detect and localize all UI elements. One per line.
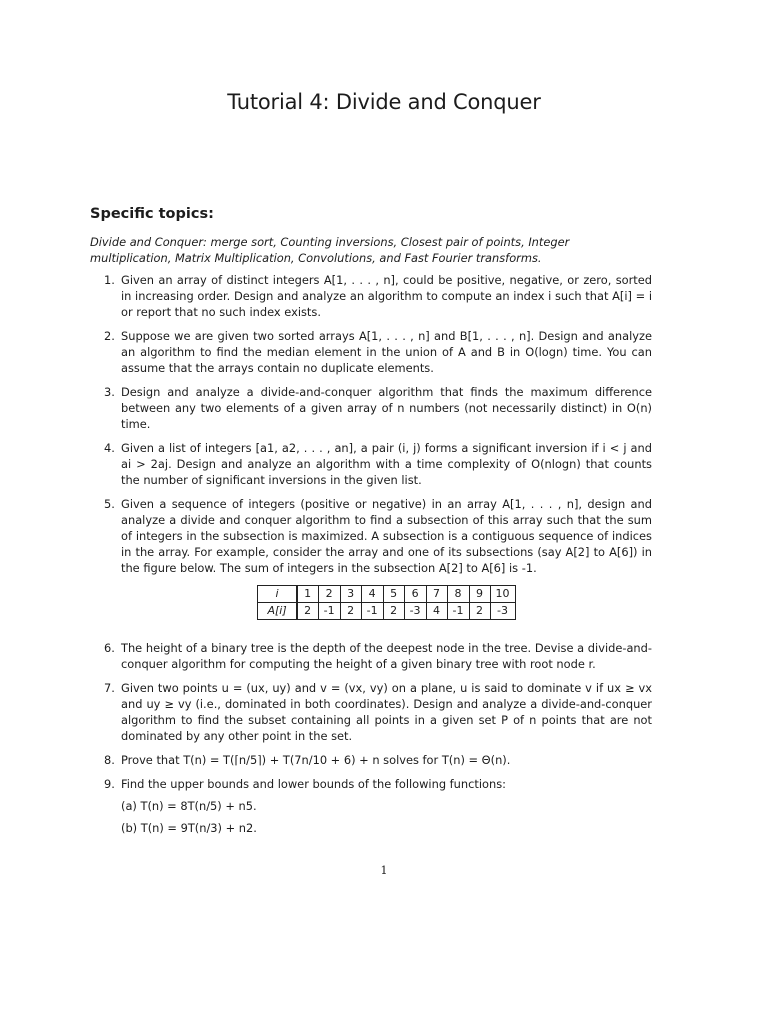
table-cell: 2: [297, 603, 319, 620]
sub-item-text: T(n) = 9T(n/3) + n2.: [140, 821, 257, 835]
item-number: 1.: [104, 273, 115, 287]
list-item: [90, 384, 652, 432]
item-number: 5.: [104, 497, 115, 511]
item-number: 9.: [104, 777, 115, 791]
table-cell: 6: [404, 586, 426, 603]
sub-item: [121, 798, 652, 814]
item-number: 2.: [104, 329, 115, 343]
item-text: Given two points u = (ux, uy) and v = (vx, vy) on a plane, u is said to dominate v if ux ≥ vx and uy ≥ vy (i.e., dominated in both coordinates). Design and analyze a divide-and-conquer algorithm to find the subset containing all points in a given set P of n points that are not dominated by any other point in the set.: [121, 681, 652, 743]
list-item: [90, 328, 652, 376]
list-item: [90, 776, 652, 836]
table-cell: -3: [490, 603, 515, 620]
page-title: Tutorial 4: Divide and Conquer: [227, 90, 541, 114]
list-item: [90, 440, 652, 488]
sub-item: [121, 820, 652, 836]
sub-item-text: T(n) = 8T(n/5) + n5.: [140, 799, 257, 813]
table-cell: i: [258, 586, 297, 603]
item-text: Design and analyze a divide-and-conquer algorithm that finds the maximum difference between any two elements of a given array of n numbers (not necessarily distinct) in O(n) time.: [121, 385, 652, 431]
item-text: Suppose we are given two sorted arrays A[1, . . . , n] and B[1, . . . , n]. Design and analyze an algorithm to find the median element in the union of A and B in O(logn) time. You can assume that the arrays contain no duplicate elements.: [121, 329, 652, 375]
item-number: 6.: [104, 641, 115, 655]
table-cell: 2: [469, 603, 490, 620]
item-text: Prove that T(n) = T(⌈n/5⌉) + T(7n/10 + 6) + n solves for T(n) = Θ(n).: [121, 753, 511, 767]
page-number: 1: [380, 864, 388, 877]
topics-text: Divide and Conquer: merge sort, Counting inversions, Closest pair of points, Integer multiplication, Matrix Multiplication, Convolutions, and Fast Fourier transforms.: [90, 235, 570, 265]
list-item: [90, 496, 652, 620]
table-cell: 10: [490, 586, 515, 603]
table-row: [258, 603, 515, 620]
item-text: Given a sequence of integers (positive or negative) in an array A[1, . . . , n], design and analyze a divide and conquer algorithm to find a subsection of this array such that the sum of integers in the subsection is maximized. A subsection is a contiguous sequence of indices in the array. For example, consider the array and one of its subsections (say A[2] to A[6]) in the figure below. The sum of integers in the subsection A[2] to A[6] is -1.: [121, 497, 652, 575]
table-cell: -3: [404, 603, 426, 620]
list-item: [90, 640, 652, 672]
item-text: Find the upper bounds and lower bounds of the following functions:: [121, 777, 506, 791]
sub-item-label: (a): [121, 799, 137, 813]
table-cell: 2: [318, 586, 340, 603]
list-item: [90, 272, 652, 320]
table-cell: -1: [318, 603, 340, 620]
table-cell: 7: [426, 586, 447, 603]
table-cell: A[i]: [258, 603, 297, 620]
sub-item-label: (b): [121, 821, 138, 835]
list-item: [90, 680, 652, 744]
array-table-wrapper: [121, 585, 652, 620]
table-cell: 2: [340, 603, 361, 620]
table-cell: 3: [340, 586, 361, 603]
table-cell: 4: [361, 586, 383, 603]
item-text: The height of a binary tree is the depth of the deepest node in the tree. Devise a divide-and-conquer algorithm for computing the height of a given binary tree with root node r.: [121, 641, 652, 671]
list-item: [90, 752, 652, 768]
table-cell: 9: [469, 586, 490, 603]
item-text: Given an array of distinct integers A[1, . . . , n], could be positive, negative, or zero, sorted in increasing order. Design and analyze an algorithm to compute an index i such that A[i] = i or report that no such index exists.: [121, 273, 652, 319]
table-cell: -1: [447, 603, 469, 620]
section-heading: Specific topics:: [90, 206, 214, 222]
item-text: Given a list of integers [a1, a2, . . . , an], a pair (i, j) forms a significant inversion if i < j and ai > 2aj. Design and analyze an algorithm with a time complexity of O(nlogn) that counts the number of significant inversions in the given list.: [121, 441, 652, 487]
table-cell: -1: [361, 603, 383, 620]
item-number: 8.: [104, 753, 115, 767]
table-cell: 5: [383, 586, 404, 603]
item-number: 7.: [104, 681, 115, 695]
table-cell: 1: [297, 586, 319, 603]
problem-list: [90, 272, 652, 844]
table-cell: 4: [426, 603, 447, 620]
array-table: [257, 585, 515, 620]
table-row: [258, 586, 515, 603]
table-cell: 2: [383, 603, 404, 620]
item-number: 4.: [104, 441, 115, 455]
table-cell: 8: [447, 586, 469, 603]
item-number: 3.: [104, 385, 115, 399]
